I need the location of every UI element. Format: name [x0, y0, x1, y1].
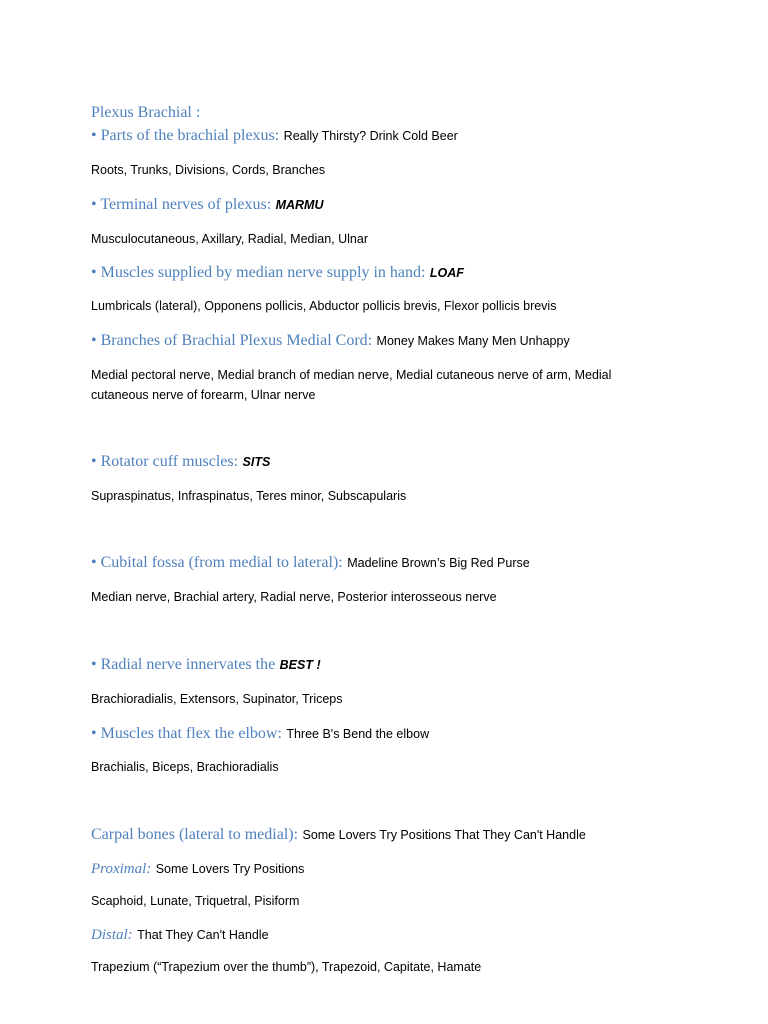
proximal-body: Scaphoid, Lunate, Triquetral, Pisiform	[91, 894, 300, 908]
distal-mnemonic: That They Can't Handle	[137, 928, 269, 942]
proximal-label: Proximal:	[91, 861, 152, 877]
medial-cord-heading: • Branches of Brachial Plexus Medial Cord:	[91, 332, 373, 349]
proximal-mnemonic: Some Lovers Try Positions	[155, 862, 305, 876]
rotator-mnemonic: SITS	[242, 455, 271, 469]
median-hand-mnemonic: LOAF	[429, 266, 464, 280]
radial-mnemonic: BEST !	[279, 658, 321, 672]
terminal-body: Musculocutaneous, Axillary, Radial, Median, Ulnar	[91, 232, 368, 246]
radial-heading: • Radial nerve innervates the	[91, 656, 276, 673]
parts-body: Roots, Trunks, Divisions, Cords, Branches	[91, 163, 326, 177]
radial-body: Brachioradialis, Extensors, Supinator, Triceps	[91, 692, 343, 706]
flex-elbow-row	[91, 725, 429, 743]
carpal-heading: Carpal bones (lateral to medial):	[91, 826, 299, 843]
rotator-row	[91, 453, 270, 471]
carpal-row	[91, 826, 586, 844]
median-hand-heading: • Muscles supplied by median nerve supply in hand:	[91, 264, 426, 281]
plexus-title: Plexus Brachial :	[91, 104, 201, 121]
carpal-mnemonic: Some Lovers Try Positions That They Can't Handle	[302, 828, 586, 842]
cubital-body: Median nerve, Brachial artery, Radial nerve, Posterior interosseous nerve	[91, 590, 497, 604]
distal-label: Distal:	[91, 927, 133, 943]
rotator-body: Supraspinatus, Infraspinatus, Teres minor, Subscapularis	[91, 489, 407, 503]
median-hand-row	[91, 264, 464, 282]
medial-cord-mnemonic: Money Makes Many Men Unhappy	[376, 334, 570, 348]
terminal-row	[91, 196, 324, 214]
flex-elbow-body: Brachialis, Biceps, Brachioradialis	[91, 760, 279, 774]
radial-row	[91, 656, 321, 674]
flex-elbow-mnemonic: Three B's Bend the elbow	[286, 727, 430, 741]
parts-heading: • Parts of the brachial plexus:	[91, 127, 280, 144]
medial-cord-body-line1: Medial pectoral nerve, Medial branch of median nerve, Medial cutaneous nerve of arm, Medial	[91, 368, 612, 382]
distal-body: Trapezium (“Trapezium over the thumb”), Trapezoid, Capitate, Hamate	[91, 960, 482, 974]
proximal-row	[91, 860, 304, 878]
medial-cord-body-line2: cutaneous nerve of forearm, Ulnar nerve	[91, 388, 316, 402]
terminal-heading: • Terminal nerves of plexus:	[91, 196, 272, 213]
median-hand-body: Lumbricals (lateral), Opponens pollicis, Abductor pollicis brevis, Flexor pollicis brevis	[91, 299, 557, 313]
parts-mnemonic: Really Thirsty? Drink Cold Beer	[283, 129, 458, 143]
medial-cord-row	[91, 332, 570, 350]
cubital-mnemonic: Madeline Brown’s Big Red Purse	[347, 556, 530, 570]
cubital-heading: • Cubital fossa (from medial to lateral):	[91, 554, 343, 571]
cubital-row	[91, 554, 530, 572]
parts-row	[91, 127, 458, 145]
terminal-mnemonic: MARMU	[275, 198, 324, 212]
rotator-heading: • Rotator cuff muscles:	[91, 453, 239, 470]
flex-elbow-heading: • Muscles that flex the elbow:	[91, 725, 282, 742]
distal-row	[91, 926, 269, 944]
